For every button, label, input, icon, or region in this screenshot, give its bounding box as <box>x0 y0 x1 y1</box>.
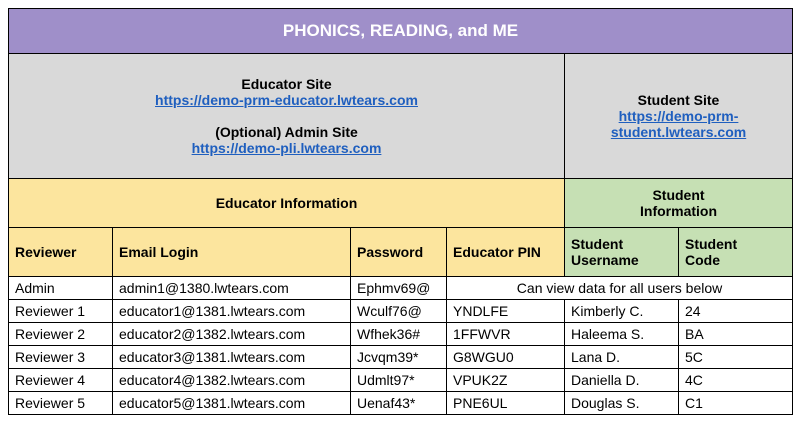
table-row <box>9 323 793 346</box>
col-student-code <box>679 228 793 277</box>
cell-password: Ephmv69@ <box>351 277 447 300</box>
col-student-username <box>565 228 679 277</box>
table-row <box>9 277 793 300</box>
cell-code: C1 <box>679 392 793 415</box>
cell-student: Daniella D. <box>565 369 679 392</box>
cell-student: Douglas S. <box>565 392 679 415</box>
cell-student: Lana D. <box>565 346 679 369</box>
educator-info-header: Educator Information <box>9 179 565 228</box>
cell-password: Wculf76@ <box>351 300 447 323</box>
col-reviewer: Reviewer <box>9 228 113 277</box>
credentials-table <box>8 8 793 415</box>
cell-reviewer: Admin <box>9 277 113 300</box>
col-student-username-line2: Username <box>571 252 639 268</box>
cell-password: Udmlt97* <box>351 369 447 392</box>
spacer <box>15 108 558 124</box>
student-info-header <box>565 179 793 228</box>
educator-site-label: Educator Site <box>241 76 332 92</box>
table-row <box>9 392 793 415</box>
cell-reviewer: Reviewer 4 <box>9 369 113 392</box>
cell-pin: 1FFWVR <box>447 323 565 346</box>
cell-email: educator5@1381.lwtears.com <box>113 392 351 415</box>
cell-code: BA <box>679 323 793 346</box>
cell-email: educator3@1381.lwtears.com <box>113 346 351 369</box>
cell-reviewer: Reviewer 1 <box>9 300 113 323</box>
cell-email: educator4@1382.lwtears.com <box>113 369 351 392</box>
cell-student: Haleema S. <box>565 323 679 346</box>
admin-site-label: (Optional) Admin Site <box>215 124 358 140</box>
table-row <box>9 300 793 323</box>
cell-email: educator1@1381.lwtears.com <box>113 300 351 323</box>
educator-sites-cell <box>9 54 565 179</box>
student-info-line2: Information <box>640 203 718 219</box>
page-title: PHONICS, READING, and ME <box>9 9 793 54</box>
cell-reviewer: Reviewer 5 <box>9 392 113 415</box>
cell-pin: VPUK2Z <box>447 369 565 392</box>
cell-password: Uenaf43* <box>351 392 447 415</box>
col-student-username-line1: Student <box>571 236 624 252</box>
admin-site-link[interactable]: https://demo-pli.lwtears.com <box>191 140 382 156</box>
cell-password: Jcvqm39* <box>351 346 447 369</box>
cell-reviewer: Reviewer 2 <box>9 323 113 346</box>
student-site-link-line2[interactable]: student.lwtears.com <box>610 124 747 140</box>
cell-student: Kimberly C. <box>565 300 679 323</box>
col-email-login: Email Login <box>113 228 351 277</box>
col-student-code-line2: Code <box>685 252 720 268</box>
col-educator-pin: Educator PIN <box>447 228 565 277</box>
cell-code: 4C <box>679 369 793 392</box>
student-site-label: Student Site <box>637 92 720 108</box>
educator-site-link[interactable]: https://demo-prm-educator.lwtears.com <box>155 92 418 108</box>
col-password: Password <box>351 228 447 277</box>
table-row <box>9 346 793 369</box>
cell-code: 5C <box>679 346 793 369</box>
student-info-line1: Student <box>652 187 705 203</box>
col-student-code-line1: Student <box>685 236 738 252</box>
cell-password: Wfhek36# <box>351 323 447 346</box>
cell-email: admin1@1380.lwtears.com <box>113 277 351 300</box>
cell-pin: G8WGU0 <box>447 346 565 369</box>
cell-reviewer: Reviewer 3 <box>9 346 113 369</box>
cell-pin: YNDLFE <box>447 300 565 323</box>
cell-pin: PNE6UL <box>447 392 565 415</box>
cell-code: 24 <box>679 300 793 323</box>
student-site-link-line1[interactable]: https://demo-prm- <box>618 108 739 124</box>
student-site-cell <box>565 54 793 179</box>
table-row <box>9 369 793 392</box>
cell-email: educator2@1382.lwtears.com <box>113 323 351 346</box>
cell-admin-note: Can view data for all users below <box>447 277 793 300</box>
